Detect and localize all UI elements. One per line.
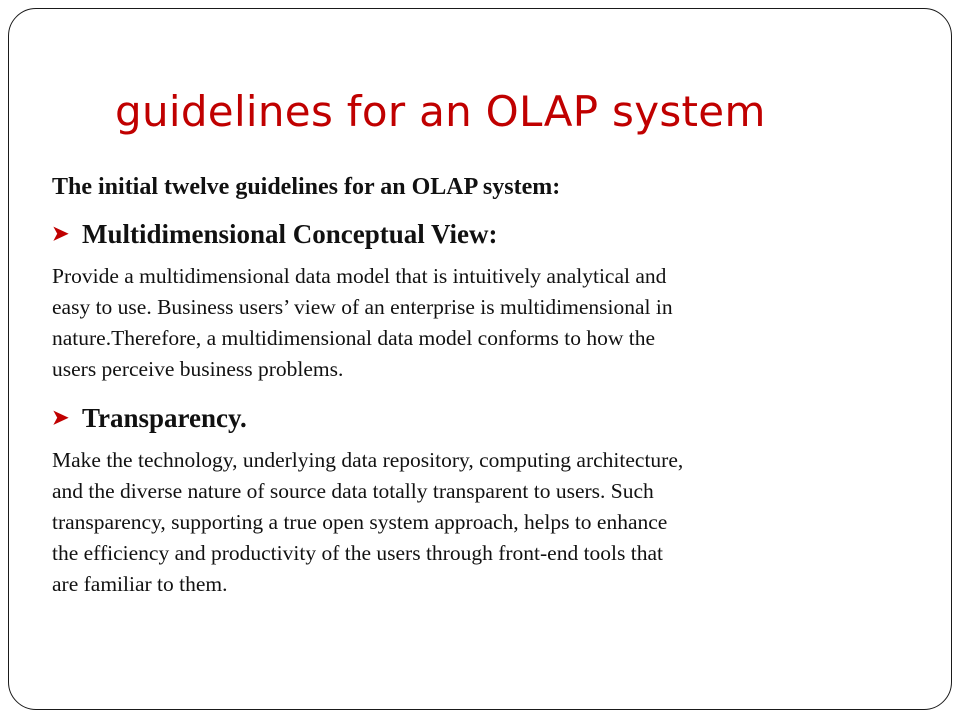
intro-text: The initial twelve guidelines for an OLAP system:	[52, 174, 561, 200]
paragraph-line: Provide a multidimensional data model that is intuitively analytical and	[52, 264, 667, 288]
paragraph-line: are familiar to them.	[52, 572, 228, 596]
paragraph-line: the efficiency and productivity of the users through front-end tools that	[52, 541, 663, 565]
slide-body	[52, 167, 932, 600]
paragraph-line: Make the technology, underlying data repository, computing architecture,	[52, 448, 684, 472]
paragraph-transparency	[52, 445, 932, 600]
arrow-bullet-icon: ➤	[52, 407, 69, 429]
bullet-transparency	[52, 395, 932, 441]
paragraph-line: transparency, supporting a true open system approach, helps to enhance	[52, 510, 668, 534]
paragraph-line: easy to use. Business users’ view of an enterprise is multidimensional in	[52, 295, 673, 319]
arrow-bullet-icon: ➤	[52, 223, 69, 245]
bullet-heading: Multidimensional Conceptual View:	[82, 219, 498, 249]
paragraph-line: and the diverse nature of source data totally transparent to users. Such	[52, 479, 654, 503]
paragraph-multidimensional-view	[52, 261, 932, 385]
slide-title: guidelines for an OLAP system	[115, 87, 766, 136]
bullet-multidimensional-view	[52, 211, 932, 257]
bullet-heading: Transparency.	[82, 403, 247, 433]
paragraph-line: nature.Therefore, a multidimensional data model conforms to how the	[52, 326, 656, 350]
slide-frame	[8, 8, 952, 710]
paragraph-line: users perceive business problems.	[52, 357, 344, 381]
